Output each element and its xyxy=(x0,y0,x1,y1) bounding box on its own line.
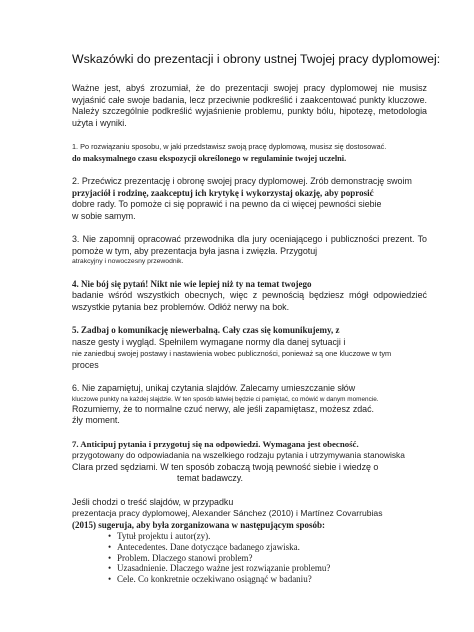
section-2-line-2: przyjaciół i rodzinę, zaakceptuj ich krytykę i wykorzystaj okazję, aby poprosić xyxy=(72,187,374,198)
list-item: • Antecedentes. Dane dotyczące badanego zjawiska. xyxy=(108,541,300,552)
section-2-line-1: 2. Przećwicz prezentację i obronę swojej pracy dyplomowej. Zrób demonstrację swoim xyxy=(72,176,412,186)
section-5-line-2: nasze gesty i wygląd. Spełnilem wymagane normy dla danej sytuacji i xyxy=(72,336,346,347)
section-8-line-1: Jeśli chodzi o treść slajdów, w przypadku xyxy=(72,496,234,507)
bullet-icon: • xyxy=(108,563,112,574)
section-6 xyxy=(72,383,427,427)
section-2-line-4: w sobie samym. xyxy=(72,210,136,221)
section-6-line-1: 6. Nie zapamiętuj, unikaj czytania slajdów. Zalecamy umieszczanie słów xyxy=(72,383,356,393)
section-5 xyxy=(72,325,427,371)
list-item: • Problem. Dlaczego stanowi problem? xyxy=(108,552,253,563)
section-3 xyxy=(72,234,427,267)
bullet-icon: • xyxy=(108,531,112,541)
bullet-icon: • xyxy=(108,541,112,552)
section-2 xyxy=(72,176,427,222)
section-3-text: 3. Nie zapomnij opracować przewodnika dla jury oceniającego i publiczności prezent. To pomoże w tym, aby prezentacja była jasna i zwięzła. Przygotuj xyxy=(72,234,427,256)
section-7-line-3: Clara przed sędziami. W ten sposób zobaczą twoją pewność siebie i wiedzę o xyxy=(72,461,379,472)
section-8-line-2: prezentacja pracy dyplomowej, Alexander Sánchez (2010) i Martínez Covarrubias xyxy=(72,508,383,518)
section-8-line-3: (2015) sugeruja, aby była zorganizowana w następującym sposób: xyxy=(72,519,326,530)
list-item: • Uzasadnienie. Dlaczego ważne jest rozwiązanie problemu? xyxy=(108,563,331,574)
section-6-line-2: kluczowe punkty na każdej slajdzie. W ten sposób łatwiej będzie ci pamiętać, co mówić w danym momencie. xyxy=(72,395,379,403)
section-4-text: badanie wśród wszystkich obecnych, więc z pewnością będziesz mógł odpowiedzieć wszystkie pytania bez problemów. Odłóż nerwy na bok. xyxy=(72,290,427,312)
section-6-line-3: Rozumiemy, że to normalne czuć nerwy, ale jeśli zapamiętasz, możesz zdać. xyxy=(72,403,375,414)
section-5-line-3: nie zaniedbuj swojej postawy i nastawienia wobec publiczności, ponieważ są one kluczowe w tym xyxy=(72,349,392,358)
section-1-line-2: do maksymalnego czasu ekspozycji określonego w regulaminie twojej uczelni. xyxy=(72,153,347,163)
section-7-line-4: temat badawczy. xyxy=(177,473,243,483)
section-5-heading: 5. Zadbaj o komunikację niewerbalną. Cały czas się komunikujemy, z xyxy=(72,325,340,335)
slide-content-list xyxy=(72,531,427,585)
section-7-heading: 7. Anticipuj pytania i przygotuj się na odpowiedzi. Wymagana jest obecność. xyxy=(72,438,359,449)
section-6-line-4: źły moment. xyxy=(72,415,120,425)
section-1-line-1: 1. Po rozwiązaniu sposobu, w jaki przedstawisz swoją pracę dyplomową, musisz się dostosować. xyxy=(72,142,387,151)
section-4 xyxy=(72,279,427,314)
document-title: Wskazówki do prezentacji i obrony ustnej Twojej pracy dyplomowej: xyxy=(72,52,441,66)
section-3-small-text: atrakcyjny i nowoczesny przewodnik. xyxy=(72,258,184,265)
document-page xyxy=(72,52,441,585)
section-5-line-4: proces xyxy=(72,359,99,370)
intro-paragraph: Ważne jest, abyś zrozumiał, że do prezentacji swojej pracy dyplomowej nie musisz wyjaśnić całe swoje badania, lecz przeciwnie podkreślić i zaakcentować punkty kluczowe. Należy szczególnie podkreślić wyjaśnienie problemu, punkty bólu, hipotezę, metodologia użyta i wyniki. xyxy=(72,83,427,128)
section-8 xyxy=(72,497,427,585)
section-7-line-2: przygotowany do odpowiadania na wszelkiego rodzaju pytania i utrzymywania stanowiska xyxy=(72,450,405,460)
bullet-icon: • xyxy=(108,574,112,585)
bullet-icon: • xyxy=(108,552,112,563)
section-7 xyxy=(72,439,427,485)
list-item: • Cele. Co konkretnie oczekiwano osiągnąć w badaniu? xyxy=(108,574,312,585)
section-4-heading: 4. Nie bój się pytań! Nikt nie wie lepiej niż ty na temat twojego xyxy=(72,278,312,289)
section-2-line-3: dobre rady. To pomoże ci się poprawić i na pewno da ci więcej pewności siebie xyxy=(72,199,382,209)
section-1 xyxy=(72,141,427,164)
list-item: • Tytuł projektu i autor(zy). xyxy=(108,531,211,541)
